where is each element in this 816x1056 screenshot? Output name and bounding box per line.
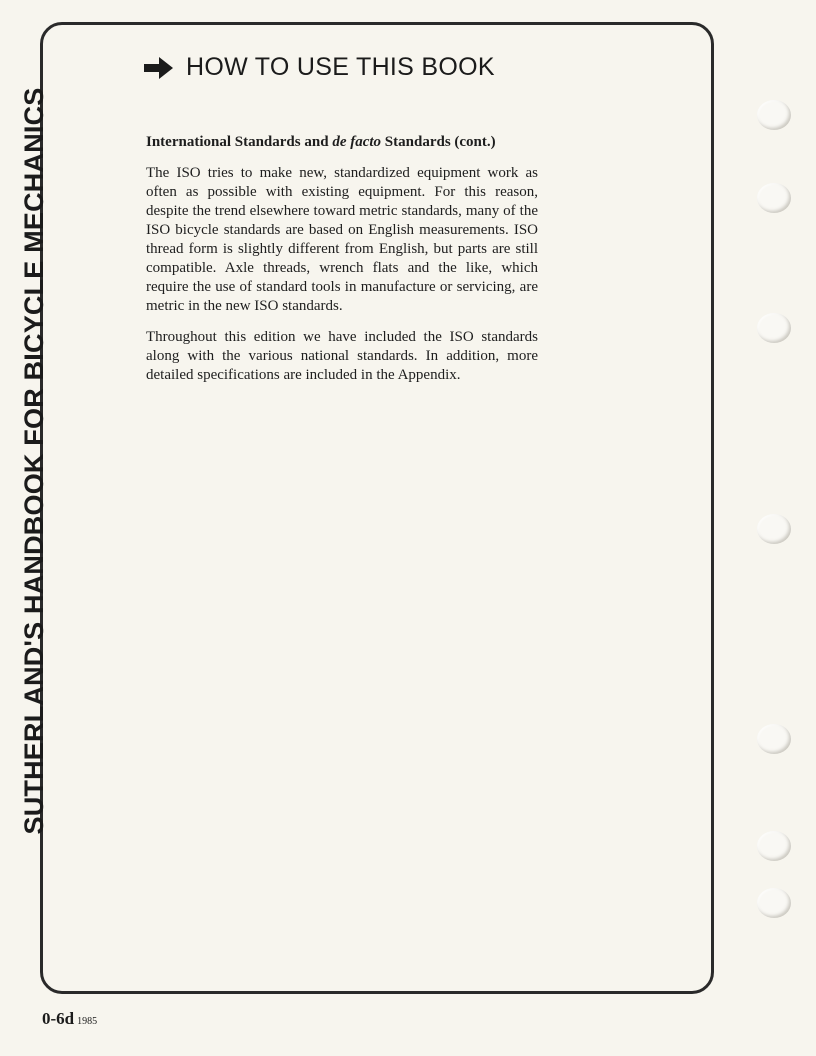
- paragraph: The ISO tries to make new, standardized equipment work as often as possible with existing equipment. For this reason, despite the trend elsewhere toward metric standards, many of the ISO bicycle standards are based on English measurements. ISO thread form is slightly different from English, but parts are still compatible. Axle threads, wrench flats and the like, which require the use of standard tools in manufacture or servicing, are metric in the new ISO standards.: [146, 165, 538, 314]
- binder-hole: [757, 100, 791, 130]
- binder-hole: [757, 183, 791, 213]
- paragraph: Throughout this edition we have included the ISO standards along with the various national standards. In addition, more detailed specifications are included in the Appendix.: [146, 329, 538, 383]
- binder-hole: [757, 831, 791, 861]
- binder-hole: [757, 724, 791, 754]
- heading-text-end: Standards (cont.): [381, 134, 496, 150]
- binder-hole: [757, 514, 791, 544]
- heading-text-start: International Standards and: [146, 134, 333, 150]
- spine-title: SUTHERLAND'S HANDBOOK FOR BICYCLE MECHANICS: [18, 87, 49, 835]
- heading-italic-text: de facto: [332, 134, 382, 150]
- section-heading: [146, 133, 538, 152]
- section-header: [144, 53, 495, 82]
- binder-hole: [757, 313, 791, 343]
- main-content: [146, 133, 538, 397]
- page-footer: [42, 1009, 97, 1029]
- arrow-right-icon: [144, 56, 174, 80]
- footer-year: 1985: [77, 1016, 98, 1027]
- header-title: HOW TO USE THIS BOOK: [186, 53, 495, 81]
- page-number: 0-6d: [42, 1009, 75, 1028]
- binder-hole: [757, 888, 791, 918]
